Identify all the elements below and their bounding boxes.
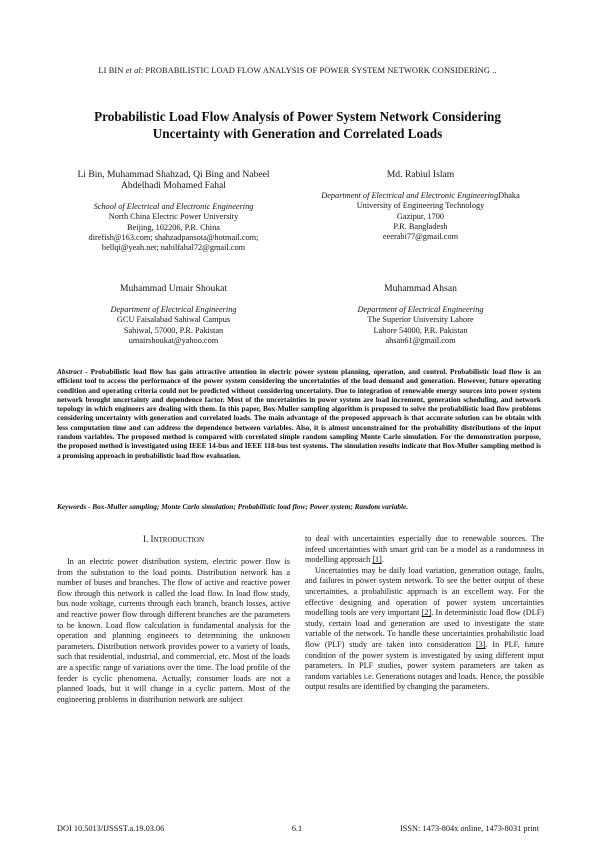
- paragraph: to deal with uncertainties especially due to renewable sources. The infeed uncertainties with smart grid can be a model as a randomness in modelling approach [1].: [305, 534, 544, 565]
- author-affiliation: Department of Electrical Engineering GCU Faisalabad Sahiwal Campus Sahiwal, 57000, P.R. Pakistan umairshoukat@yahoo.com: [110, 305, 237, 345]
- citation-link[interactable]: [3]: [475, 639, 486, 649]
- paragraph: Uncertainties may be daily load variation, generation outage, faults, and failures in power system network. To see the better output of these uncertainties, a probabilistic approach is an excellent way. For the effective designing and operation of power system uncertainties modelling tools are very important [2]. In deterministic load flow (DLF) study, certain load and generation are used to investigate the state variable of the network. To handle these uncertainties probabilistic load flow (PLF) study are taken into consideration [3]. In PLF, future condition of the power system is investigated by using different input parameters. In PLF studies, power system parameters are taken as random variables i.e. Generations outages and loads. Hence, the possible output results are identified by changing the parameters.: [305, 565, 544, 692]
- author-names: Muhammad Ahsan: [384, 283, 457, 294]
- author-block-1: [57, 169, 290, 253]
- abstract: Abstract - Probabilistic load flow has gain attractive attention in electric power system planning, operation, and control. Probabilistic load flow is an efficient tool to access the performance of the power system considering the uncertainties of the load demand and generation. However, future operating condition and operating criteria could not be predicted without considering uncertainty. Due to integration of renewable energy sources into power system network brought uncertainty and dependence factor. Most of the uncertainties in power system are load increment, generation scheduling, and network topology in which engineers are dealing with them. In this paper, Box-Muller sampling algorithm is proposed to solve the probabilistic load flow problems considering uncertainty with generation and correlated loads. The main advantage of the proposed approach is that accurate solution can be obtain with less computation time and can address the dependence between variables. Also, it is almost unconstrained for the probability distributions of the input random variables. The proposed method is compared with correlated simple random sampling Monte Carlo simulation. For the demonstration purpose, the proposed method is investigated using IEEE 14-bus and IEEE 118-bus test systems. The simulation results indicate that Box-Muller sampling method is a promising approach in probabilistic load flow evaluation.: [57, 367, 542, 460]
- right-column: [305, 534, 544, 693]
- author-affiliation: Department of Electrical and Electronic EngineeringDhaka University of Engineering Technology Gazipur, 1700 P.R. Bangladesh eeerabi77@gmail.com: [321, 191, 520, 242]
- footer-doi: DOI 10.5013/IJSSST.a.19.03.06: [57, 824, 165, 833]
- section-heading: I. INTRODUCTION: [142, 534, 205, 544]
- running-header: LI BIN et al: PROBABILISTIC LOAD FLOW ANALYSIS OF POWER SYSTEM NETWORK CONSIDERING ..: [98, 66, 497, 75]
- title-line-1: Probabilistic Load Flow Analysis of Power System Network Considering: [94, 109, 501, 124]
- keywords: Keywords - Box-Muller sampling; Monte Carlo simulation; Probabilistic load flow; Power system; Random variable.: [57, 502, 409, 511]
- author-names: Li Bin, Muhammad Shahzad, Qi Bing and Nabeel Abdelhadi Mohamed Fahal: [77, 169, 270, 191]
- author-names: Md. Rabiul Islam: [386, 169, 455, 180]
- title-line-2: Uncertainty with Generation and Correlated Loads: [152, 126, 443, 141]
- author-affiliation: Department of Electrical Engineering The Superior University Lahore Lahore 54000, P.R. Pakistan ahsan61@gmail.com: [357, 305, 484, 345]
- author-block-2: [304, 169, 537, 242]
- author-block-4: [304, 283, 537, 346]
- citation-link[interactable]: [2]: [421, 608, 432, 618]
- left-column: [57, 557, 290, 705]
- paper-title: [40, 108, 555, 142]
- footer-issn: ISSN: 1473-804x online, 1473-8031 print: [400, 824, 539, 833]
- footer-page-number: 6.1: [291, 824, 303, 833]
- author-affiliation: School of Electrical and Electronic Engineering North China Electric Power University Beijing, 102206, P.R. China direfish@163.com; shahzadpansota@hotmail.com; bellqi@yeah.net; nabilfahal72@gmail.com: [88, 202, 259, 253]
- author-names: Muhammad Umair Shoukat: [119, 283, 228, 294]
- author-block-3: [57, 283, 290, 346]
- citation-link[interactable]: [1]: [372, 555, 382, 565]
- paragraph: In an electric power distribution system, electric power flow is from the substation to the load points. Distribution network has a number of buses and branches. The flow of active and reactive power flow through this network is called the load flow. In load flow study, bus node voltage, currents through each branch, branch losses, active and reactive power flow through different branches are the parameters to be known. Load flow calculation is fundamental analysis for the operation and planning engineers to determining the unknown parameters. Distribution network provides power to a variety of loads, such that residential, industrial, and commercial, etc. Most of the loads are a specific range of variations over the time. The load profile of the feeder is cyclic phenomena. Actually, consumer loads are not a planned loads, but it will change in a cyclic pattern. Most of the engineering problems in distribution network are subject: [57, 557, 290, 704]
